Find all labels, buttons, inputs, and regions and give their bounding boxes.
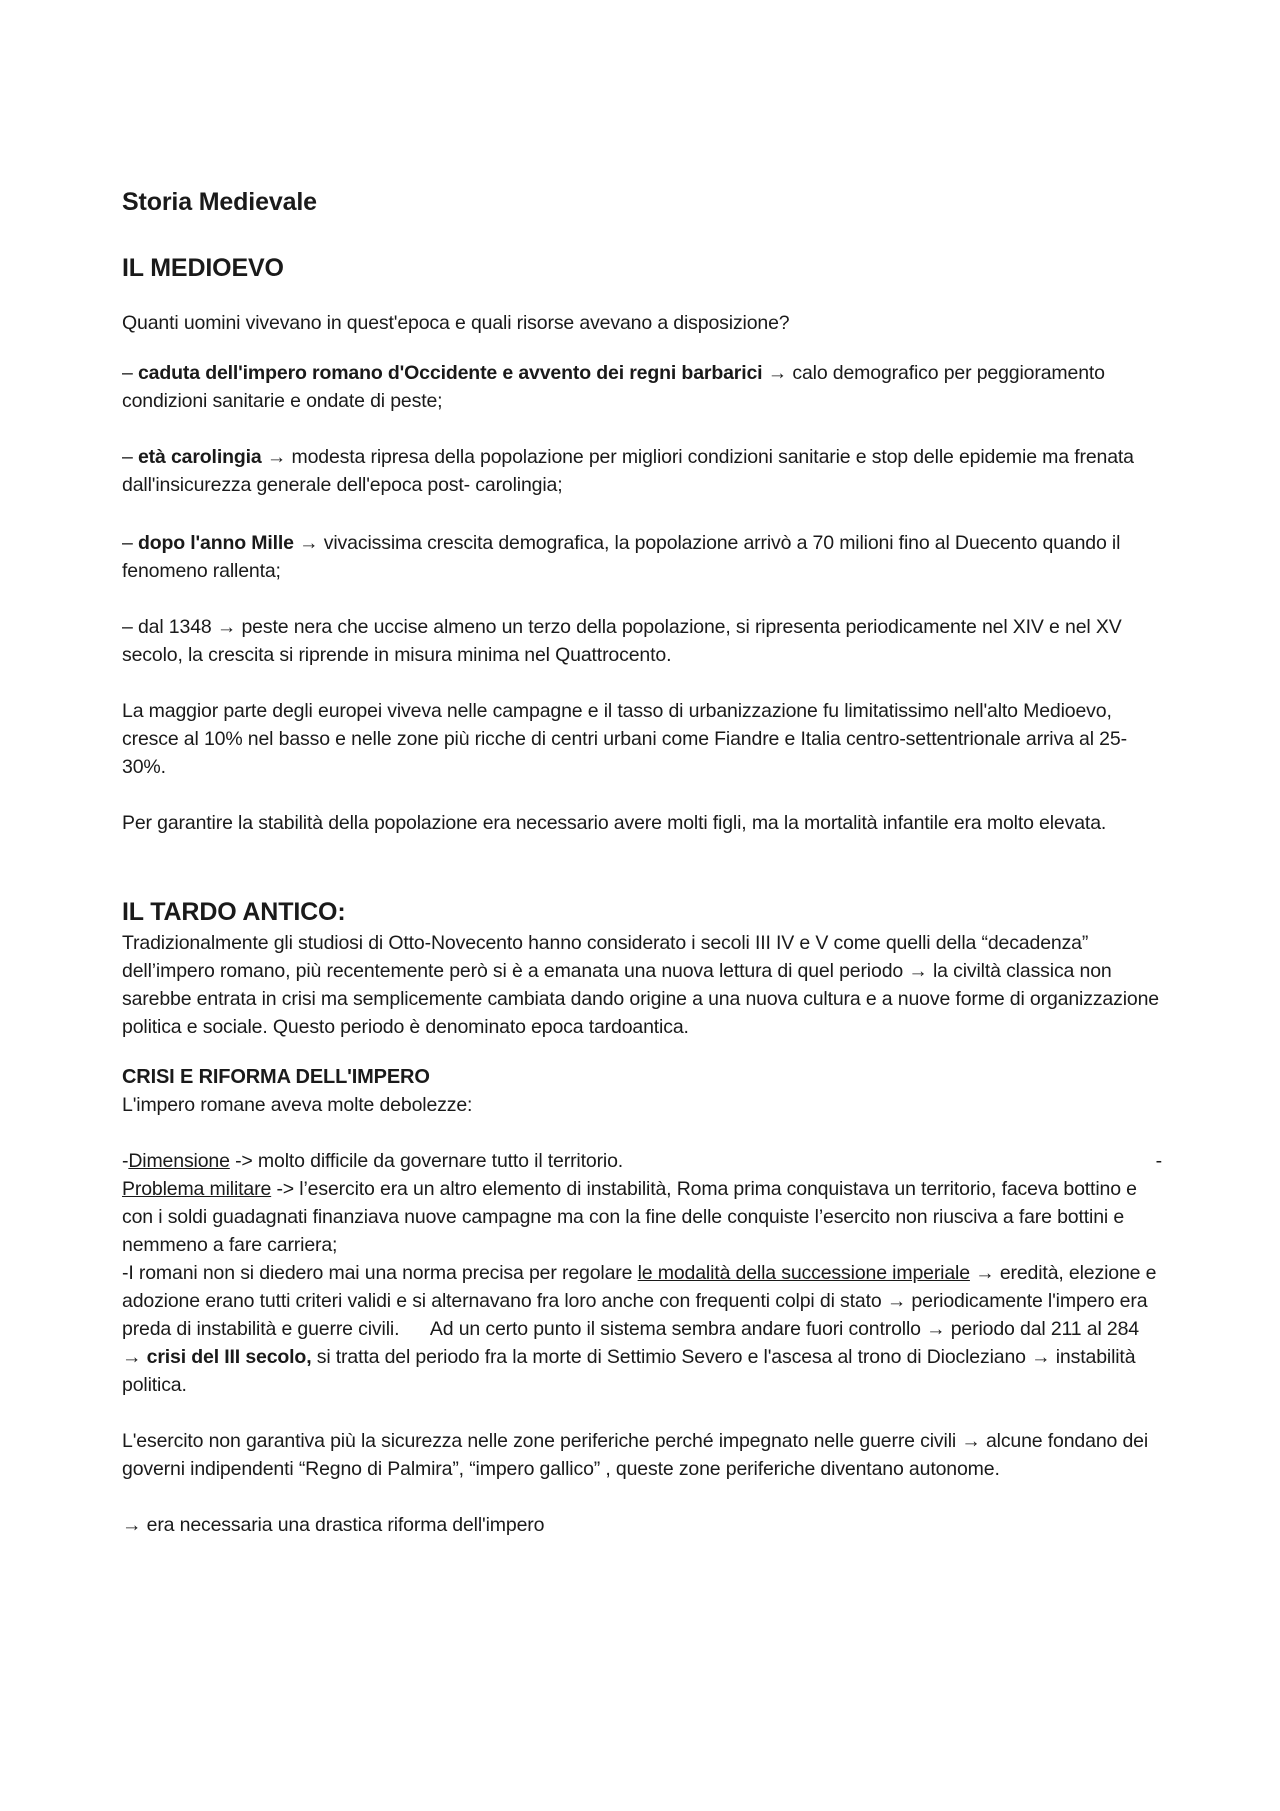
dimension-text xyxy=(122,1147,623,1175)
heading-crisi: CRISI E RIFORMA DELL'IMPERO xyxy=(122,1066,430,1088)
dimension-line xyxy=(122,1147,1162,1175)
trailing-dash: - xyxy=(1155,1150,1162,1172)
succession-end: si tratta del periodo fra la morte di Settimio Severo e l'ascesa al trono di Diocleziano → instabilità politica. xyxy=(122,1346,1136,1396)
heading-medioevo: IL MEDIOEVO xyxy=(122,254,284,282)
crisi-intro: L'impero romane aveva molte debolezze: xyxy=(122,1094,473,1116)
reform-paragraph: → era necessaria una drastica riforma dell'impero xyxy=(122,1514,545,1536)
list-item xyxy=(122,613,1162,669)
dimension-dash: - xyxy=(122,1150,129,1172)
military-rest: -> l’esercito era un altro elemento di instabilità, Roma prima conquistava un territorio, faceva bottino e con i soldi guadagnati finanziava nuove campagne ma con la fine delle conquiste l’esercito non riusciva a fare bottini e nemmeno a fare carriera; xyxy=(122,1178,1137,1256)
list-item xyxy=(122,359,1162,415)
item-bold: dopo l'anno Mille xyxy=(137,532,294,554)
item-bold: età carolingia xyxy=(137,446,262,468)
heading-tardo-antico: IL TARDO ANTICO: xyxy=(122,898,346,926)
military-label: Problema militare xyxy=(122,1178,272,1200)
item-text: → modesta ripresa della popolazione per migliori condizioni sanitarie e stop delle epidemie ma frenata dall'insicurezza generale dell'epoca post- carolingia; xyxy=(122,446,1134,496)
dimension-rest: -> molto difficile da governare tutto il territorio. xyxy=(229,1150,624,1172)
succession-bold: crisi del III secolo, xyxy=(146,1346,312,1368)
item-text: dal 1348 → peste nera che uccise almeno un terzo della popolazione, si ripresenta periodicamente nel XIV e nel XV secolo, la crescita si riprende in misura minima nel Quattrocento. xyxy=(122,616,1122,666)
military-paragraph xyxy=(122,1175,1162,1259)
weaknesses-block xyxy=(122,1147,1162,1399)
succession-pre: -I romani non si diedero mai una norma precisa per regolare xyxy=(122,1262,638,1284)
item-text: → vivacissima crescita demografica, la popolazione arrivò a 70 milioni fino al Duecento quando il fenomeno rallenta; xyxy=(122,532,1121,582)
item-dash: – xyxy=(122,362,138,384)
item-dash: – xyxy=(122,616,138,638)
urbanization-paragraph: La maggior parte degli europei viveva nelle campagne e il tasso di urbanizzazione fu limitatissimo nell'alto Medioevo, cresce al 10% nel basso e nelle zone più ricche di centri urbani come Fiandre e Italia centro-settentrionale arriva al 25-30%. xyxy=(122,700,1127,778)
document-title: Storia Medievale xyxy=(122,188,317,216)
item-text: → calo demografico per peggioramento condizioni sanitarie e ondate di peste; xyxy=(122,362,1105,412)
item-dash: – xyxy=(122,532,138,554)
population-paragraph: Per garantire la stabilità della popolazione era necessario avere molti figli, ma la mortalità infantile era molto elevata. xyxy=(122,812,1107,834)
list-item xyxy=(122,529,1162,585)
succession-label: le modalità della successione imperiale xyxy=(637,1262,970,1284)
succession-post: → eredità, elezione e adozione erano tutti criteri validi e si alternavano fra loro anche con frequenti colpi di stato → periodicamente l'impero era preda di instabilità e guerre civili. Ad un certo punto il sistema sembra andare fuori controllo → periodo dal 211 al 284 → xyxy=(122,1262,1162,1368)
army-paragraph: L'esercito non garantiva più la sicurezza nelle zone periferiche perché impegnato nelle guerre civili → alcune fondano dei governi indipendenti “Regno di Palmira”, “impero gallico” , queste zone periferiche diventano autonome. xyxy=(122,1430,1149,1480)
item-dash: – xyxy=(122,446,138,468)
item-bold: caduta dell'impero romano d'Occidente e avvento dei regni barbarici xyxy=(137,362,763,384)
dimension-label: Dimensione xyxy=(128,1150,230,1172)
list-item xyxy=(122,443,1162,499)
tardo-antico-paragraph: Tradizionalmente gli studiosi di Otto-Novecento hanno considerato i secoli III IV e V come quelli della “decadenza” dell’impero romano, più recentemente però si è a emanata una nuova lettura di quel periodo → la civiltà classica non sarebbe entrata in crisi ma semplicemente cambiata dando origine a una nuova cultura e a nuove forme di organizzazione politica e sociale. Questo periodo è denominato epoca tardoantica. xyxy=(122,932,1159,1038)
question-paragraph: Quanti uomini vivevano in quest'epoca e quali risorse avevano a disposizione? xyxy=(122,312,790,334)
succession-paragraph xyxy=(122,1259,1162,1399)
